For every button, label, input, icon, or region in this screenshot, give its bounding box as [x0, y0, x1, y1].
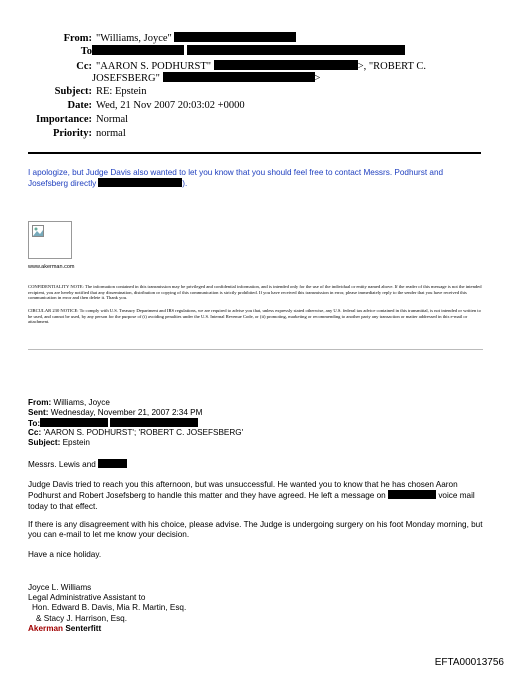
original-to-label: To: — [28, 419, 41, 428]
original-sent-label: Sent: — [28, 408, 49, 417]
broken-image-icon — [32, 225, 44, 237]
signature-line-3: Hon. Edward B. Davis, Mia R. Martin, Esq. — [32, 603, 187, 613]
to-label: To — [80, 46, 92, 57]
original-paragraph-2 — [28, 520, 488, 541]
original-from-row — [28, 398, 110, 408]
subject-label: Subject: — [54, 86, 92, 97]
date-label: Date: — [67, 100, 92, 111]
original-paragraph-1 — [28, 480, 488, 512]
from-label: From: — [63, 33, 92, 44]
para1-line-2b: voice mail — [438, 491, 475, 501]
original-cc-row — [28, 428, 243, 438]
original-subject-row — [28, 438, 90, 448]
para2-line-1: If there is any disagreement with his choice, please advise. The Judge is undergoing surgery on his foot Monday morning, but — [28, 520, 483, 529]
firm-name-part-1: Akerman — [28, 623, 64, 633]
subject-value: RE: Epstein — [96, 86, 147, 97]
cc-value-1: "AARON S. PODHURST" — [96, 61, 212, 72]
original-to-row — [28, 418, 198, 429]
importance-value: Normal — [96, 114, 129, 125]
para1-line-2a: Podhurst and Robert Josefsberg to handle this matter and they have agreed. He left a message on — [28, 491, 386, 501]
section-divider — [28, 349, 483, 350]
original-cc-value: 'AARON S. PODHURST'; 'ROBERT C. JOSEFSBERG' — [43, 428, 244, 437]
redaction-box — [174, 32, 296, 42]
para1-line-3: today to that effect. — [28, 501, 98, 511]
header-cc-row-2 — [92, 72, 320, 85]
signature-name: Joyce L. Williams — [28, 583, 92, 592]
reply-line-1: I apologize, but Judge Davis also wanted to let you know that you should feel free to contact Messrs. Podhurst and — [28, 168, 444, 177]
signature-line-4: & Stacy J. Harrison, Esq. — [36, 613, 128, 623]
original-subject-label: Subject: — [28, 438, 61, 447]
from-value: "Williams, Joyce" — [96, 33, 172, 44]
reply-line-2: Josefsberg directly — [28, 179, 97, 189]
original-from-label: From: — [28, 398, 52, 407]
signature-block — [28, 583, 488, 634]
original-sent-value: Wednesday, November 21, 2007 2:34 PM — [50, 408, 203, 417]
redaction-box — [388, 490, 436, 499]
original-sent-row — [28, 408, 202, 418]
cc-value-1-end: >, "ROBERT C. — [357, 61, 426, 72]
header-subject-row — [0, 85, 146, 98]
document-id: EFTA00013756 — [434, 657, 504, 668]
header-from-row — [0, 32, 296, 45]
greeting-text: Messrs. Lewis and — [28, 460, 96, 469]
redaction-box — [163, 72, 315, 82]
reply-line-2-wrap — [28, 178, 488, 189]
original-from-value: Williams, Joyce — [53, 398, 110, 407]
reply-line-2-end: ). — [182, 179, 188, 189]
importance-label: Importance: — [36, 114, 92, 125]
header-to-row — [0, 45, 405, 58]
header-divider — [28, 152, 481, 154]
priority-value: normal — [96, 128, 126, 139]
para1-line-1: Judge Davis tried to reach you this afternoon, but was unsuccessful. He wanted you to know that he has chosen Aaron — [28, 480, 458, 489]
broken-image-placeholder — [28, 221, 72, 259]
signature-title: Legal Administrative Assistant to — [28, 593, 146, 603]
circular-230-notice: CIRCULAR 230 NOTICE: To comply with U.S. Treasury Department and IRS regulations, we are required to advise you that, unless expressly stated otherwise, any U.S. federal tax advice contained in this transmittal, is not intended or written to be used, and cannot be used, by any person for the purpose of (i) avoiding penalties under the U.S. Internal Revenue Code, or (ii) promoting, marketing or recommending to another party any transaction or matter addressed in this e-mail or attachment. — [28, 308, 481, 325]
cc-value-2-end: > — [314, 73, 321, 84]
firm-name-part-2: Senterfitt — [63, 623, 102, 633]
signature-firm — [28, 624, 488, 634]
original-subject-value: Epstein — [62, 438, 90, 447]
original-closing: Have a nice holiday. — [28, 550, 102, 559]
date-value: Wed, 21 Nov 2007 20:03:02 +0000 — [96, 100, 245, 111]
redaction-box — [92, 45, 184, 55]
header-importance-row — [0, 113, 128, 126]
priority-label: Priority: — [52, 128, 92, 139]
para1-line-2-wrap — [28, 490, 488, 501]
cc-value-2: JOSEFSBERG" — [92, 73, 160, 84]
para2-line-2: you can e-mail to let me know your decision. — [28, 530, 190, 540]
confidentiality-note: CONFIDENTIALITY NOTE: The information contained in this transmission may be privileged and confidential information, and is intended only for the use of the individual or entity named above. If the reader of this message is not the intended recipient, you are hereby notified that any dissemination, distribution or copying of this communication is strictly prohibited. If you have received this transmission in error, please immediately reply to the sender that you have received this communication in error and then delete it. Thank you. — [28, 284, 482, 301]
redaction-box — [98, 178, 182, 187]
original-cc-label: Cc: — [28, 428, 42, 437]
redaction-box — [214, 60, 358, 70]
original-greeting — [28, 459, 488, 470]
cc-label: Cc: — [76, 61, 92, 72]
header-date-row — [0, 99, 245, 112]
redaction-box — [110, 418, 198, 427]
header-priority-row — [0, 127, 126, 140]
redaction-box — [187, 45, 405, 55]
redaction-box — [40, 418, 108, 427]
reply-body — [28, 168, 488, 190]
redaction-box — [98, 459, 127, 468]
akerman-url: www.akerman.com — [28, 264, 75, 270]
